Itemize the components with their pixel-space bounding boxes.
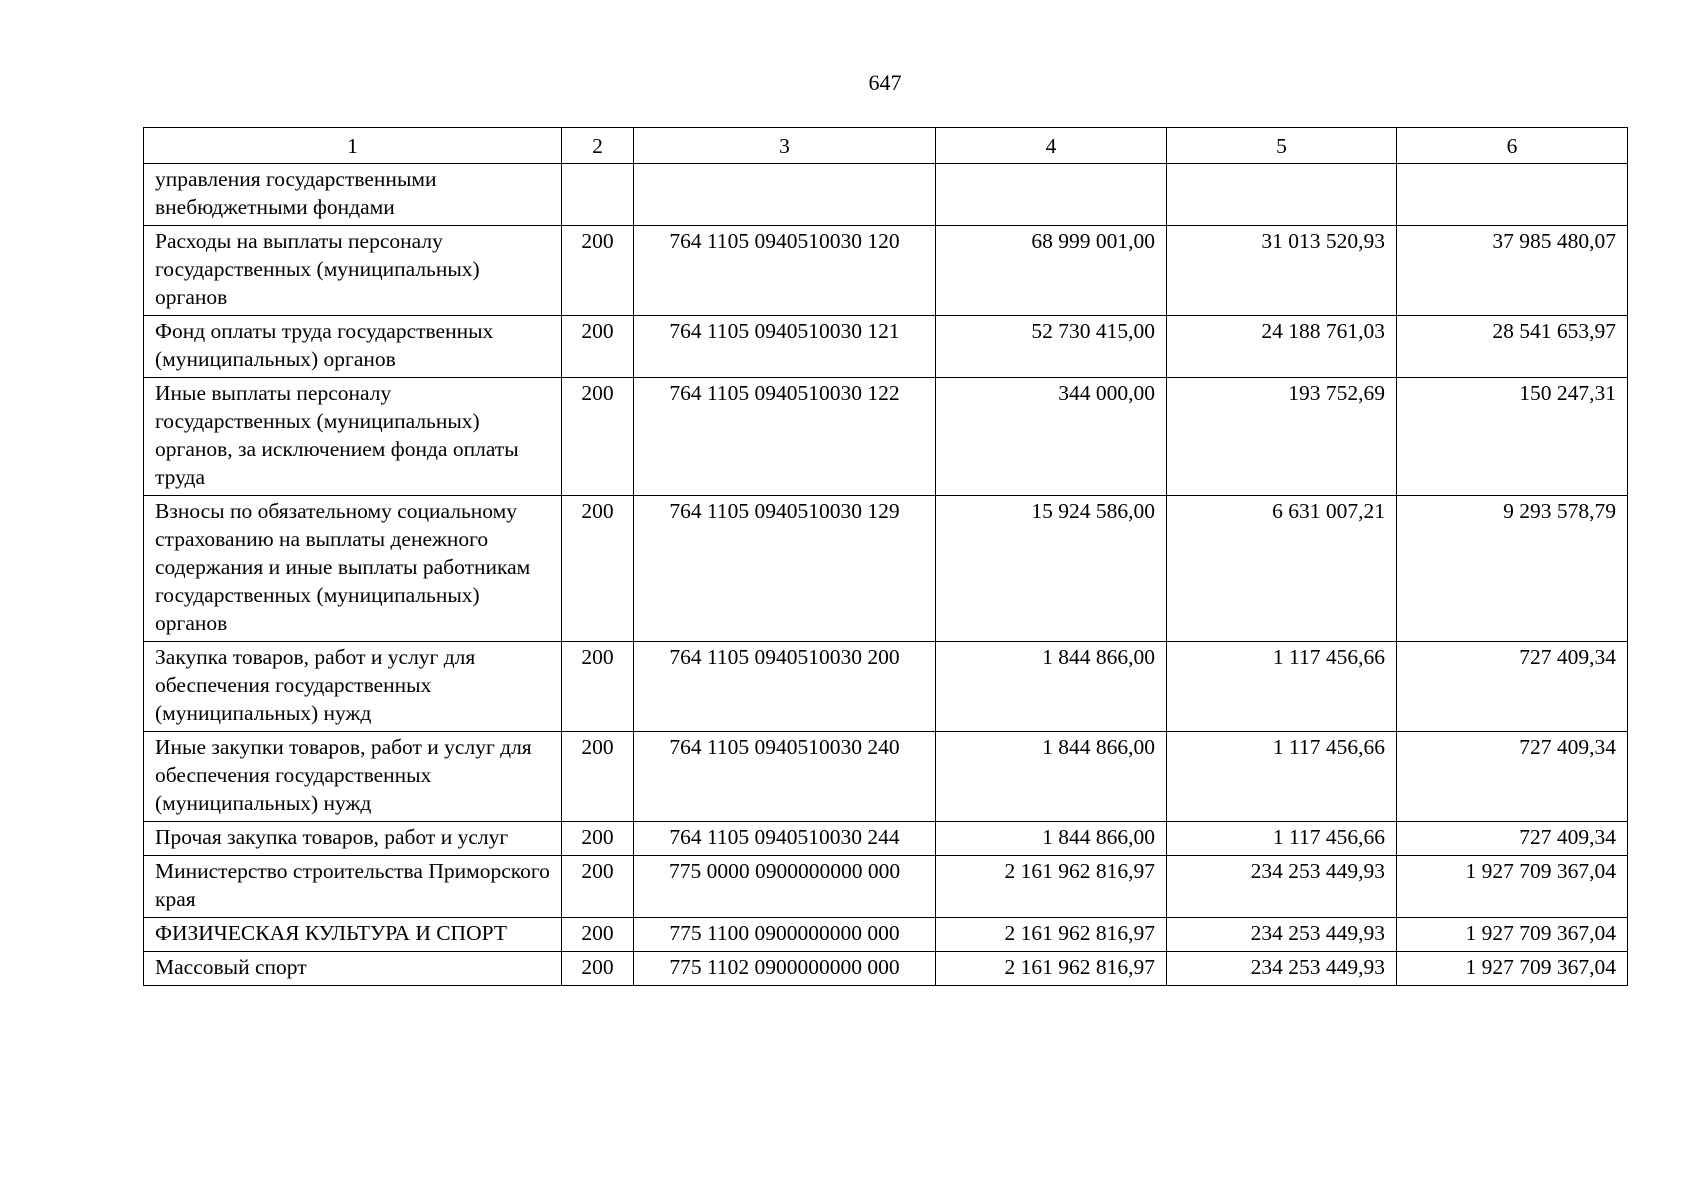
table-row (144, 226, 1628, 316)
header-cell: 4 (936, 128, 1167, 164)
expense-name-cell: Массовый спорт (144, 952, 562, 986)
approved-amount-cell: 52 730 415,00 (936, 316, 1167, 378)
unexecuted-amount-cell: 727 409,34 (1397, 642, 1628, 732)
executed-amount-cell: 193 752,69 (1167, 378, 1397, 496)
executed-amount-cell: 1 117 456,66 (1167, 822, 1397, 856)
executed-amount-cell: 6 631 007,21 (1167, 496, 1397, 642)
header-cell: 2 (562, 128, 634, 164)
header-cell: 5 (1167, 128, 1397, 164)
expense-name-cell: Расходы на выплаты персоналу государственных (муниципальных) органов (144, 226, 562, 316)
header-cell: 3 (634, 128, 936, 164)
line-code-cell: 200 (562, 918, 634, 952)
line-code-cell: 200 (562, 316, 634, 378)
line-code-cell: 200 (562, 732, 634, 822)
unexecuted-amount-cell: 727 409,34 (1397, 732, 1628, 822)
executed-amount-cell (1167, 164, 1397, 226)
expense-name-cell: Иные закупки товаров, работ и услуг для обеспечения государственных (муниципальных) нужд (144, 732, 562, 822)
line-code-cell: 200 (562, 496, 634, 642)
executed-amount-cell: 234 253 449,93 (1167, 856, 1397, 918)
line-code-cell: 200 (562, 822, 634, 856)
approved-amount-cell: 68 999 001,00 (936, 226, 1167, 316)
unexecuted-amount-cell: 37 985 480,07 (1397, 226, 1628, 316)
table-row (144, 952, 1628, 986)
expense-name-cell: Фонд оплаты труда государственных (муниципальных) органов (144, 316, 562, 378)
classification-code-cell: 764 1105 0940510030 200 (634, 642, 936, 732)
classification-code-cell: 775 1100 0900000000 000 (634, 918, 936, 952)
expense-name-cell: управления государственными внебюджетными фондами (144, 164, 562, 226)
executed-amount-cell: 1 117 456,66 (1167, 642, 1397, 732)
classification-code-cell: 764 1105 0940510030 122 (634, 378, 936, 496)
approved-amount-cell: 15 924 586,00 (936, 496, 1167, 642)
approved-amount-cell: 344 000,00 (936, 378, 1167, 496)
budget-table (143, 127, 1628, 986)
header-cell: 1 (144, 128, 562, 164)
table-row (144, 732, 1628, 822)
expense-name-cell: Закупка товаров, работ и услуг для обеспечения государственных (муниципальных) нужд (144, 642, 562, 732)
line-code-cell: 200 (562, 642, 634, 732)
executed-amount-cell: 1 117 456,66 (1167, 732, 1397, 822)
classification-code-cell: 764 1105 0940510030 120 (634, 226, 936, 316)
unexecuted-amount-cell: 727 409,34 (1397, 822, 1628, 856)
executed-amount-cell: 31 013 520,93 (1167, 226, 1397, 316)
unexecuted-amount-cell: 1 927 709 367,04 (1397, 952, 1628, 986)
approved-amount-cell: 2 161 962 816,97 (936, 918, 1167, 952)
line-code-cell: 200 (562, 378, 634, 496)
approved-amount-cell: 2 161 962 816,97 (936, 952, 1167, 986)
approved-amount-cell: 1 844 866,00 (936, 822, 1167, 856)
line-code-cell: 200 (562, 856, 634, 918)
classification-code-cell: 775 0000 0900000000 000 (634, 856, 936, 918)
table-row (144, 496, 1628, 642)
table-row (144, 822, 1628, 856)
unexecuted-amount-cell: 150 247,31 (1397, 378, 1628, 496)
unexecuted-amount-cell: 1 927 709 367,04 (1397, 856, 1628, 918)
table-row (144, 164, 1628, 226)
approved-amount-cell: 1 844 866,00 (936, 642, 1167, 732)
page-number: 647 (868, 70, 902, 95)
table-row (144, 918, 1628, 952)
table-row (144, 642, 1628, 732)
line-code-cell: 200 (562, 226, 634, 316)
unexecuted-amount-cell: 28 541 653,97 (1397, 316, 1628, 378)
approved-amount-cell: 1 844 866,00 (936, 732, 1167, 822)
header-row (144, 128, 1628, 164)
table-row (144, 856, 1628, 918)
classification-code-cell: 764 1105 0940510030 121 (634, 316, 936, 378)
table-row (144, 378, 1628, 496)
expense-name-cell: Иные выплаты персоналу государственных (муниципальных) органов, за исключением фонда оплаты труда (144, 378, 562, 496)
expense-name-cell: ФИЗИЧЕСКАЯ КУЛЬТУРА И СПОРТ (144, 918, 562, 952)
line-code-cell: 200 (562, 952, 634, 986)
executed-amount-cell: 234 253 449,93 (1167, 918, 1397, 952)
approved-amount-cell (936, 164, 1167, 226)
unexecuted-amount-cell (1397, 164, 1628, 226)
unexecuted-amount-cell: 9 293 578,79 (1397, 496, 1628, 642)
table-row (144, 316, 1628, 378)
expense-name-cell: Министерство строительства Приморского края (144, 856, 562, 918)
expense-name-cell: Взносы по обязательному социальному страхованию на выплаты денежного содержания и иные выплаты работникам государственных (муниципальных) органов (144, 496, 562, 642)
executed-amount-cell: 24 188 761,03 (1167, 316, 1397, 378)
classification-code-cell: 764 1105 0940510030 244 (634, 822, 936, 856)
approved-amount-cell: 2 161 962 816,97 (936, 856, 1167, 918)
line-code-cell (562, 164, 634, 226)
classification-code-cell: 775 1102 0900000000 000 (634, 952, 936, 986)
header-cell: 6 (1397, 128, 1628, 164)
unexecuted-amount-cell: 1 927 709 367,04 (1397, 918, 1628, 952)
classification-code-cell (634, 164, 936, 226)
table-body (144, 164, 1628, 986)
expense-name-cell: Прочая закупка товаров, работ и услуг (144, 822, 562, 856)
executed-amount-cell: 234 253 449,93 (1167, 952, 1397, 986)
classification-code-cell: 764 1105 0940510030 129 (634, 496, 936, 642)
classification-code-cell: 764 1105 0940510030 240 (634, 732, 936, 822)
